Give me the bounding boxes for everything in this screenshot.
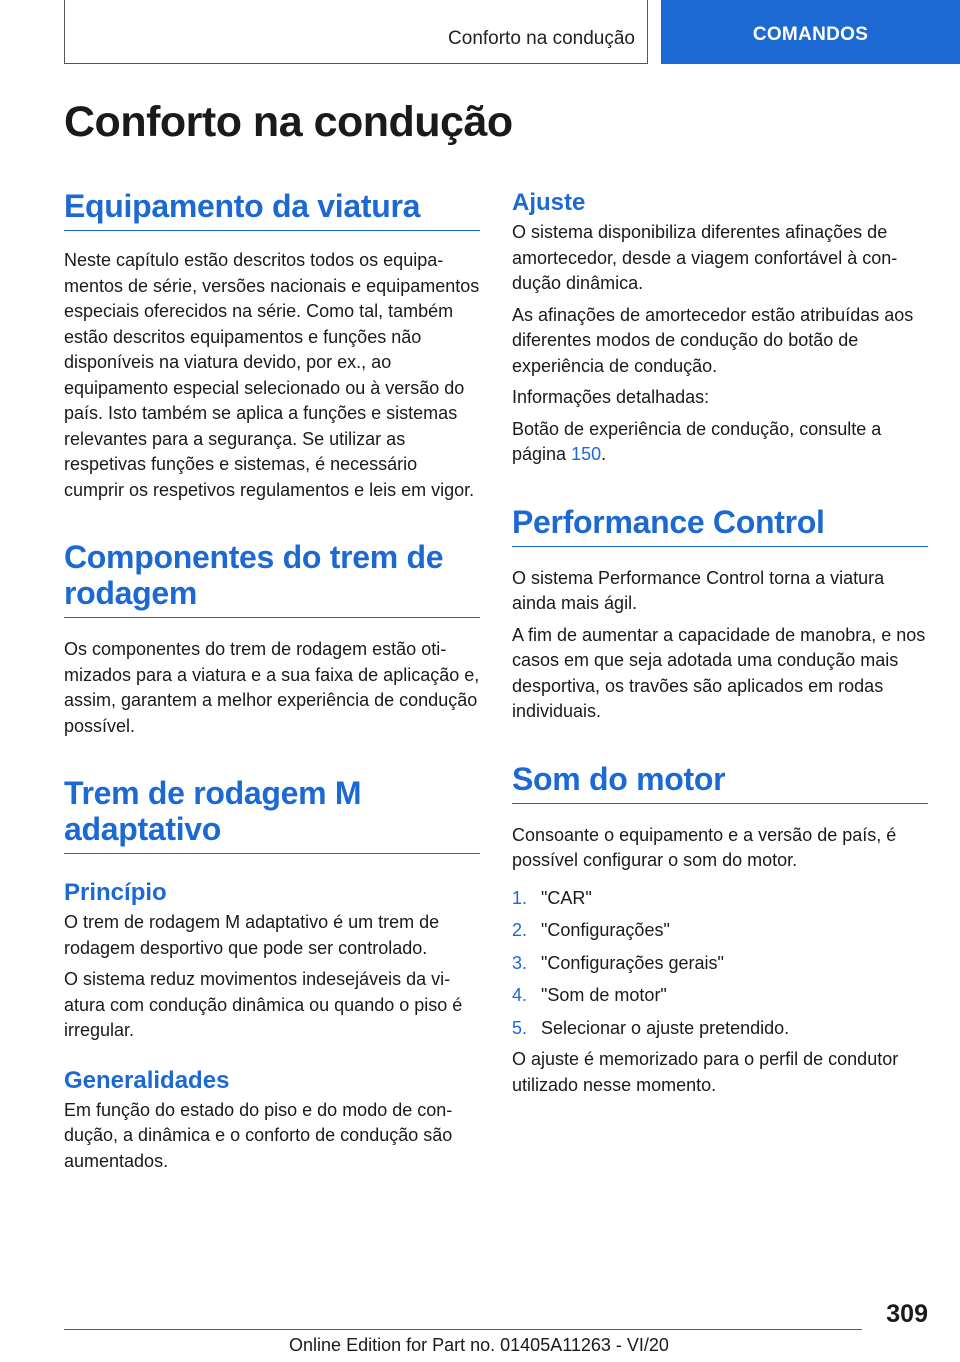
step-text: "Som de motor"	[541, 985, 667, 1005]
adjust-paragraph-3: Informações detalhadas:	[512, 387, 710, 407]
page-title: Conforto na condução	[64, 98, 513, 146]
equipment-paragraph: Neste capítulo estão descritos todos os equipamentos de série, versões nacionais e equipamentos especiais oferecidos na série. Como tal, também estão descritos equipamentos e funções não disponíveis na viatura devido, por ex., ao equipamento especial selecionado ou à versão do país. Isto também se aplica a funções e sistemas relevantes para a segurança. Se utilizar as respetivas funções e sistemas, é necessário cumprir os respetivos regulamentos e leis em vigor.	[64, 250, 480, 500]
step-text: "Configurações gerais"	[541, 952, 724, 973]
list-item	[512, 983, 928, 1009]
general-paragraph: Em função do estado do piso e do modo de condução, a dinâmica e o conforto de condução são aumentados.	[64, 1099, 453, 1171]
list-item	[512, 951, 928, 977]
performance-control-heading: Performance Control	[512, 504, 928, 547]
adaptive-suspension-heading: Trem de rodagem M adaptativo	[64, 775, 480, 854]
footer-edition-text: Online Edition for Part no. 01405A11263 - VI/20	[289, 1335, 669, 1355]
step-text: "CAR"	[541, 887, 592, 908]
adjust-heading: Ajuste	[512, 189, 586, 216]
right-column	[512, 188, 928, 1098]
footer-divider	[64, 1329, 862, 1330]
performance-paragraph-2: A fim de aumentar a capacidade de manobra, e nos casos em que seja adotada uma condução mais desportiva, os travões são aplicados em rodas individuais.	[512, 624, 926, 721]
left-column	[64, 188, 480, 1174]
equipment-heading: Equipamento da viatura	[64, 188, 480, 231]
engine-sound-paragraph: Consoante o equipamento e a versão de país, é possível configurar o som do motor.	[512, 824, 897, 870]
principle-paragraph-1: O trem de rodagem M adaptativo é um trem de rodagem desportivo que pode ser controlado.	[64, 912, 440, 958]
list-item	[512, 918, 928, 944]
adjust-paragraph-1: O sistema disponibiliza diferentes afinações de amortecedor, desde a viagem confortável à condução dinâmica.	[512, 222, 898, 293]
header-chapter-tab[interactable]: COMANDOS	[661, 0, 960, 64]
principle-paragraph-2: O sistema reduz movimentos indesejáveis da viatura com condução dinâmica ou quando o piso é irregular.	[64, 969, 463, 1040]
step-number: 5.	[512, 1017, 528, 1038]
header-section-box	[64, 0, 648, 64]
step-number: 2.	[512, 920, 528, 940]
step-number: 3.	[512, 952, 528, 973]
adjust-paragraph-2: As afinações de amortecedor estão atribuídas aos diferentes modos de condução do botão de experiência de condução.	[512, 304, 914, 376]
engine-sound-note: O ajuste é memorizado para o perfil de condutor utilizado nesse momento.	[512, 1049, 899, 1095]
page-number: 309	[886, 1300, 928, 1328]
adjust-reference-end: .	[601, 444, 607, 464]
step-number: 4.	[512, 985, 528, 1005]
adjust-paragraph-4	[512, 417, 928, 468]
adjust-reference-text: Botão de experiência de condução, consulte a página	[512, 418, 882, 464]
components-heading: Componentes do trem de rodagem	[64, 539, 480, 618]
engine-sound-steps	[512, 886, 928, 1042]
principle-heading: Princípio	[64, 879, 167, 906]
performance-paragraph-1: O sistema Performance Control torna a viatura ainda mais ágil.	[512, 567, 885, 613]
general-heading: Generalidades	[64, 1066, 230, 1094]
header-section-title: Conforto na condução	[448, 28, 635, 49]
engine-sound-heading: Som do motor	[512, 761, 928, 804]
list-item	[512, 1016, 928, 1042]
step-text: Selecionar o ajuste pretendido.	[541, 1017, 790, 1038]
list-item	[512, 886, 928, 912]
step-text: "Configurações"	[541, 920, 670, 940]
step-number: 1.	[512, 887, 528, 908]
page-link-150[interactable]: 150	[571, 444, 602, 464]
components-paragraph: Os componentes do trem de rodagem estão otimizados para a viatura e a sua faixa de aplicação e, assim, garantem a melhor experiência de condução possível.	[64, 639, 480, 736]
